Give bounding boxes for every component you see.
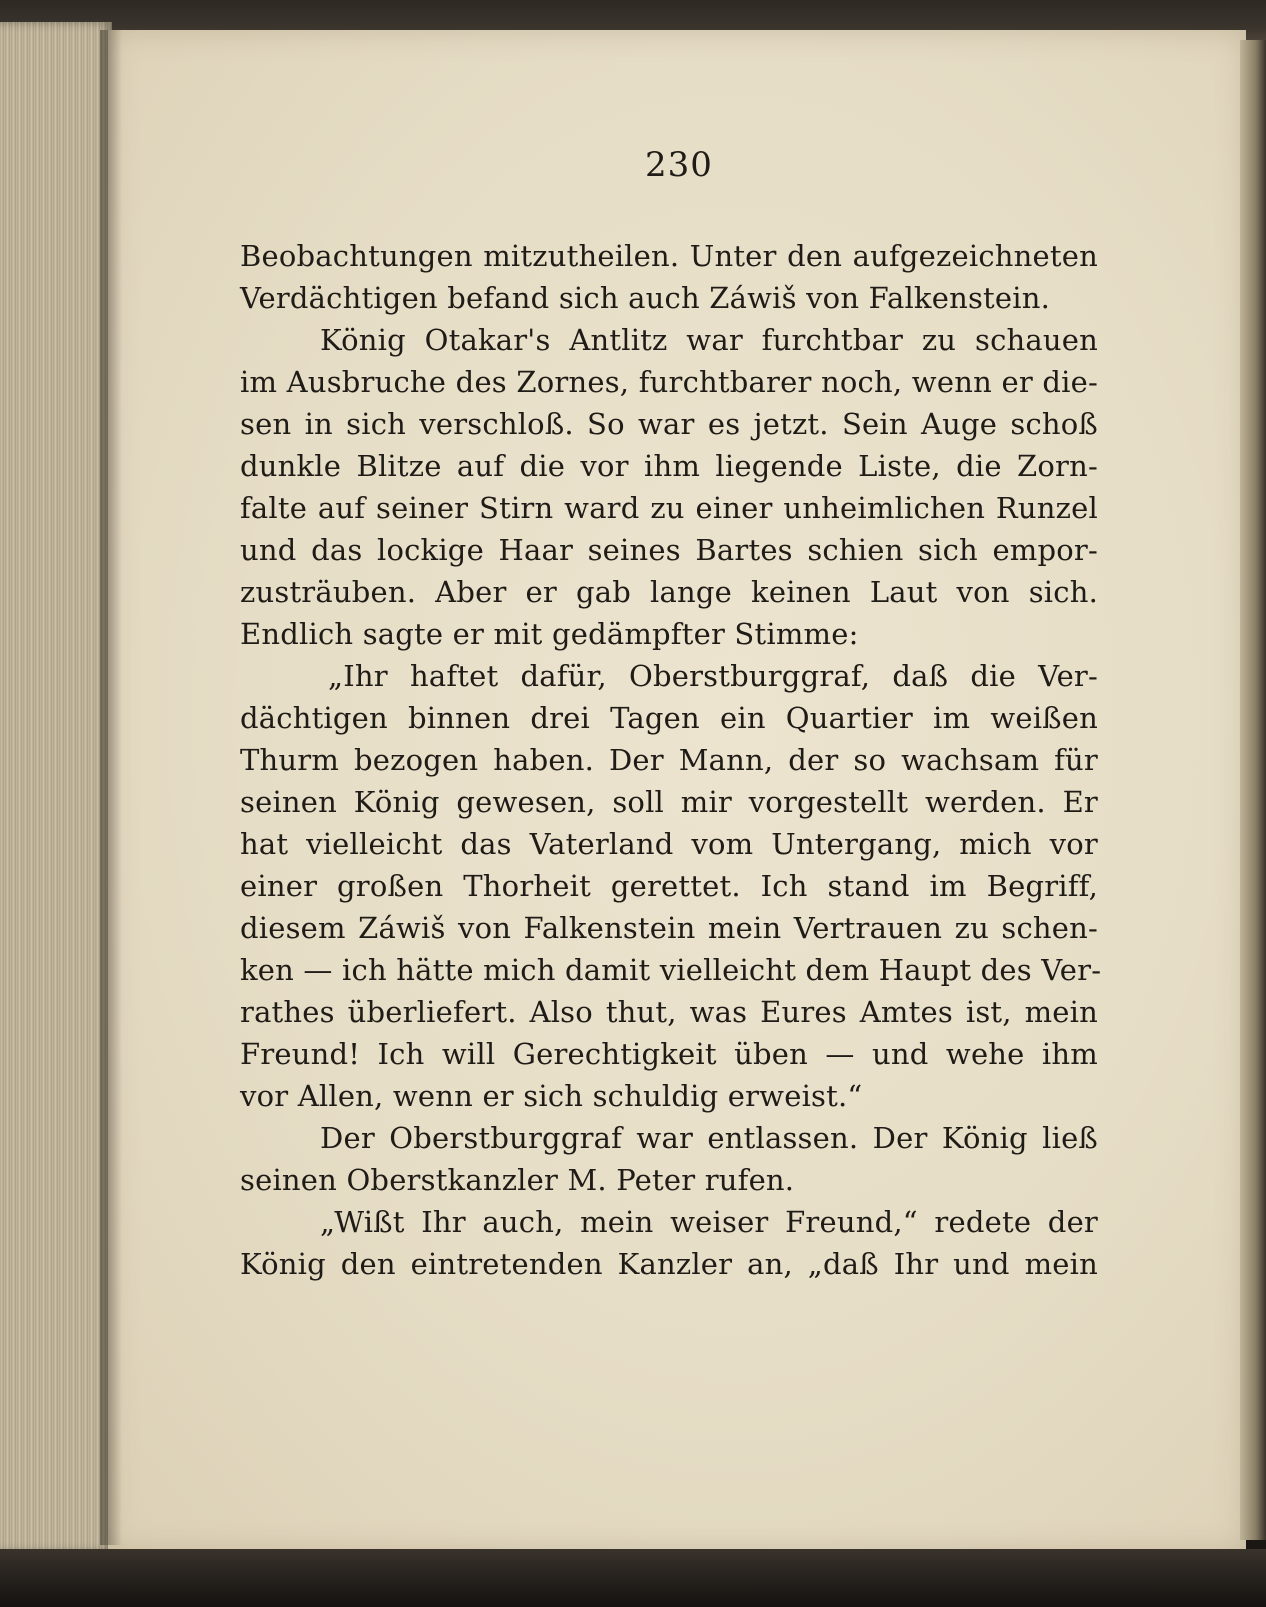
text-line: seinen Oberstkanzler M. Peter rufen.: [240, 1163, 795, 1197]
book-right-edge: [1240, 40, 1266, 1540]
text-line: im Ausbruche des Zornes, furchtbarer noch, wenn er die-: [240, 365, 1098, 399]
text-line: sen in sich verschloß. So war es jetzt. Sein Auge schoß: [240, 407, 1098, 441]
text-line: und das lockige Haar seines Bartes schien sich empor-: [240, 533, 1098, 567]
text-line: seinen König gewesen, soll mir vorgestellt werden. Er: [240, 785, 1098, 819]
text-line: Thurm bezogen haben. Der Mann, der so wachsam für: [240, 743, 1098, 777]
text-line: vor Allen, wenn er sich schuldig erweist.“: [240, 1079, 863, 1113]
gutter-shadow: [100, 30, 122, 1545]
text-line: Endlich sagte er mit gedämpfter Stimme:: [240, 617, 859, 651]
text-line: zusträuben. Aber er gab lange keinen Laut von sich.: [240, 575, 1098, 609]
text-line: falte auf seiner Stirn ward zu einer unheimlichen Runzel: [240, 491, 1098, 525]
text-line: „Wißt Ihr auch, mein weiser Freund,“ redete der: [320, 1205, 1098, 1239]
text-line: hat vielleicht das Vaterland vom Untergang, mich vor: [240, 827, 1098, 861]
text-line: König den eintretenden Kanzler an, „daß Ihr und mein: [240, 1247, 1098, 1281]
book-page-edges: [0, 22, 112, 1552]
text-line: „Ihr haftet dafür, Oberstburggraf, daß die Ver-: [328, 659, 1098, 693]
scan-bottom-border: [0, 1549, 1266, 1607]
page-text: [240, 145, 1102, 1285]
text-line: dunkle Blitze auf die vor ihm liegende Liste, die Zorn-: [240, 449, 1098, 483]
text-line: Beobachtungen mitzutheilen. Unter den aufgezeichneten: [240, 239, 1098, 273]
text-line: dächtigen binnen drei Tagen ein Quartier im weißen: [240, 701, 1098, 735]
page-number: 230: [645, 145, 713, 185]
text-line: Der Oberstburggraf war entlassen. Der König ließ: [320, 1121, 1098, 1155]
text-line: einer großen Thorheit gerettet. Ich stand im Begriff,: [240, 869, 1098, 903]
text-line: ken — ich hätte mich damit vielleicht dem Haupt des Ver-: [240, 953, 1102, 987]
text-line: Freund! Ich will Gerechtigkeit üben — und wehe ihm: [240, 1037, 1098, 1071]
text-line: Verdächtigen befand sich auch Záwiš von Falkenstein.: [240, 281, 1051, 315]
text-line: rathes überliefert. Also thut, was Eures Amtes ist, mein: [240, 995, 1098, 1029]
text-line: diesem Záwiš von Falkenstein mein Vertrauen zu schen-: [240, 911, 1098, 945]
text-line: König Otakar's Antlitz war furchtbar zu schauen: [320, 323, 1098, 357]
